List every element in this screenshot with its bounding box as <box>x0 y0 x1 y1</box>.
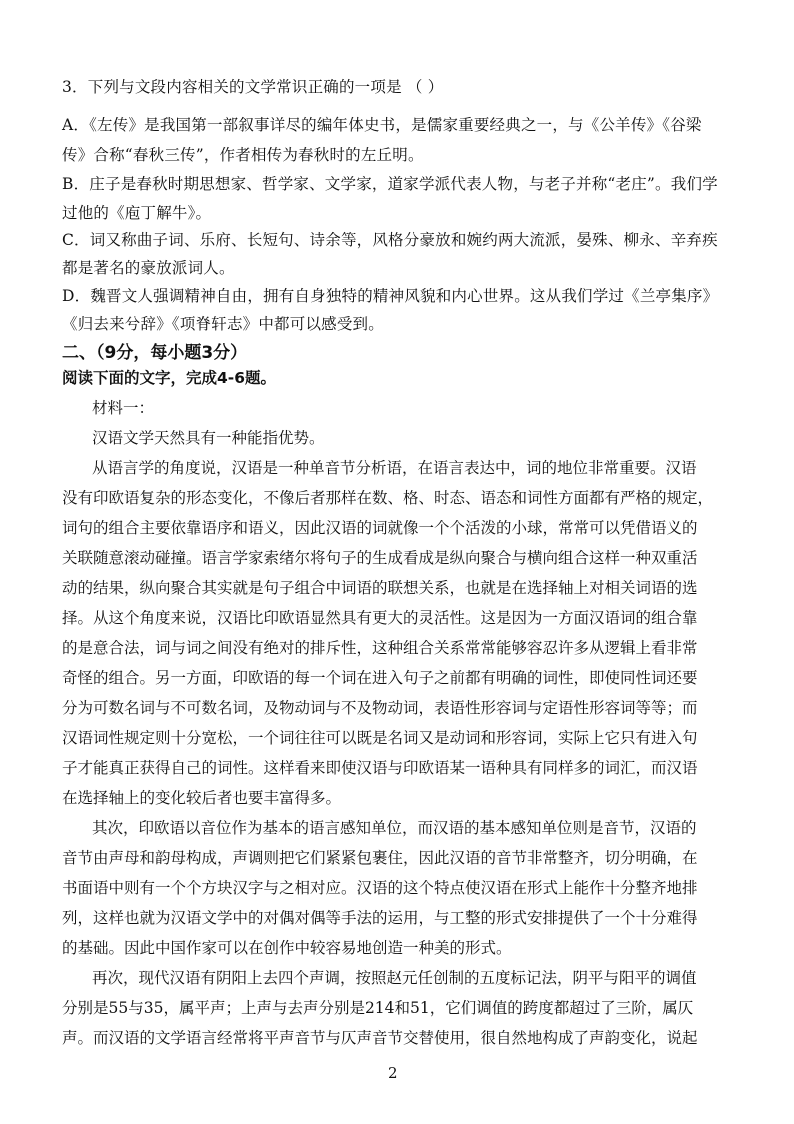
paragraph-2-line: 其次，印欧语以音位作为基本的语言感知单位，而汉语的基本感知单位则是音节，汉语的 <box>92 819 697 837</box>
paragraph-1-line: 没有印欧语复杂的形态变化，不像后者那样在数、格、时态、语态和词性方面都有严格的规定， <box>62 489 714 507</box>
paragraph-1-line: 奇怪的组合。另一方面，印欧语的每一个词在进入句子之前都有明确的词性，即使同性词还要 <box>62 669 698 687</box>
paragraph-3-line: 再次，现代汉语有阴阳上去四个声调，按照赵元任创制的五度标记法，阴平与阳平的调值 <box>92 969 697 987</box>
paragraph-1-line: 分为可数名词与不可数名词，及物动词与不及物动词，表语性形容词与定语性形容词等等；而 <box>62 699 698 717</box>
section-heading: 二、（9分，每小题3分） <box>62 343 248 363</box>
question-3-stem: 3．下列与文段内容相关的文学常识正确的一项是 （ ） <box>62 78 444 96</box>
option-a-line-1: A．《左传》是我国第一部叙事详尽的编年体史书，是儒家重要经典之一，与《公羊传》《谷梁 <box>62 116 702 134</box>
paragraph-2-line: 书面语中则有一个个方块汉字与之相对应。汉语的这个特点使汉语在形式上能作十分整齐地排 <box>62 879 698 897</box>
option-a-line-2: 传》合称“春秋三传”，作者相传为春秋时的左丘明。 <box>62 146 424 164</box>
section-instruction: 阅读下面的文字，完成4-6题。 <box>62 369 277 387</box>
option-b-line-1: B．庄子是春秋时期思想家、哲学家、文学家，道家学派代表人物，与老子并称“老庄”。我们学 <box>62 175 718 193</box>
option-d-line-1: D．魏晋文人强调精神自由，拥有自身独特的精神风貌和内心世界。这从我们学过《兰亭集序》 <box>62 287 719 305</box>
paragraph-1-line: 子才能真正获得自己的词性。这样看来即使汉语与印欧语某一语种具有同样多的词汇，而汉语 <box>62 759 698 777</box>
material-label: 材料一： <box>92 399 155 417</box>
page-number: 2 <box>388 1064 398 1082</box>
option-b-line-2: 过他的《庖丁解牛》。 <box>62 204 212 222</box>
paragraph-3-line: 声。而汉语的文学语言经常将平声音节与仄声音节交替使用，很自然地构成了声韵变化，说起 <box>62 1029 698 1047</box>
paragraph-1-line: 的是意合法，词与词之间没有绝对的排斥性，这种组合关系常常能够容忍许多从逻辑上看非常 <box>62 639 698 657</box>
paragraph-2-line: 的基础。因此中国作家可以在创作中较容易地创造一种美的形式。 <box>62 939 512 957</box>
paragraph-3-line: 分别是55与35，属平声；上声与去声分别是214和51，它们调值的跨度都超过了三阶，属仄 <box>62 999 694 1017</box>
paragraph-2-line: 音节由声母和韵母构成，声调则把它们紧紧包裹住，因此汉语的音节非常整齐，切分明确，在 <box>62 849 698 867</box>
paragraph-1-line: 汉语词性规定则十分宽松，一个词往往可以既是名词又是动词和形容词，实际上它只有进入句 <box>62 729 698 747</box>
paragraph-1-line: 在选择轴上的变化较后者也要丰富得多。 <box>62 789 342 807</box>
paragraph-1-line: 动的结果，纵向聚合其实就是句子组合中词语的联想关系，也就是在选择轴上对相关词语的选 <box>62 579 698 597</box>
paragraph-1-line: 择。从这个角度来说，汉语比印欧语显然具有更大的灵活性。这是因为一方面汉语词的组合靠 <box>62 609 698 627</box>
paragraph-2-line: 列，这样也就为汉语文学中的对偶对偶等手法的运用，与工整的形式安排提供了一个十分难得 <box>62 909 698 927</box>
option-d-line-2: 《归去来兮辞》《项脊轩志》中都可以感受到。 <box>62 315 384 333</box>
option-c-line-1: C．词又称曲子词、乐府、长短句、诗余等，风格分豪放和婉约两大流派，晏殊、柳永、辛弃疾 <box>62 231 718 249</box>
option-c-line-2: 都是著名的豪放派词人。 <box>62 259 235 277</box>
paragraph-1-line: 从语言学的角度说，汉语是一种单音节分析语，在语言表达中，词的地位非常重要。汉语 <box>92 459 697 477</box>
paragraph-1-line: 词句的组合主要依靠语序和语义，因此汉语的词就像一个个活泼的小球，常常可以凭借语义的 <box>62 519 698 537</box>
material-title: 汉语文学天然具有一种能指优势。 <box>92 429 325 447</box>
paragraph-1-line: 关联随意滚动碰撞。语言学家索绪尔将句子的生成看成是纵向聚合与横向组合这样一种双重活 <box>62 549 698 567</box>
